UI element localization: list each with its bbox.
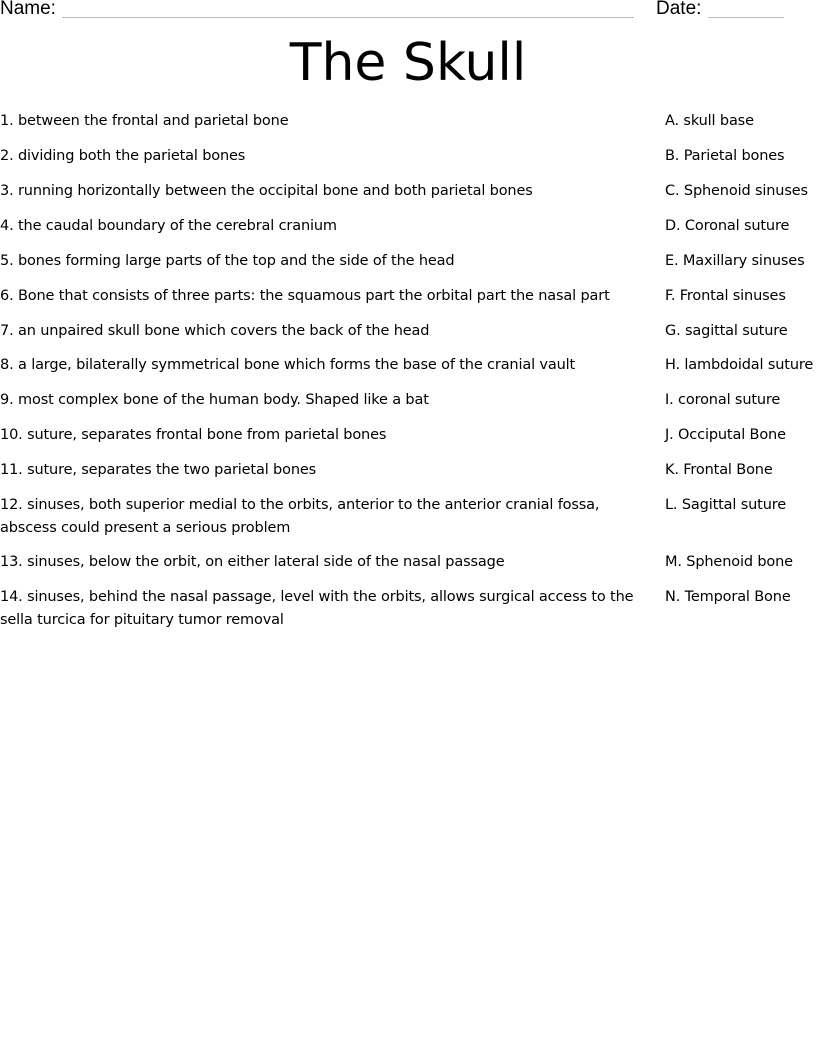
page-title: The Skull (289, 33, 527, 93)
answer-item: C. Sphenoid sinuses (665, 183, 808, 199)
answer-item: K. Frontal Bone (665, 462, 773, 478)
clue-item: 10. suture, separates frontal bone from parietal bones (0, 427, 387, 443)
clue-item: 1. between the frontal and parietal bone (0, 113, 289, 129)
answer-item: D. Coronal suture (665, 218, 790, 234)
answer-item: N. Temporal Bone (665, 589, 791, 605)
answer-item: B. Parietal bones (665, 148, 785, 164)
answer-item: I. coronal suture (665, 392, 781, 408)
clue-item: 9. most complex bone of the human body. Shaped like a bat (0, 392, 429, 408)
answer-item: E. Maxillary sinuses (665, 253, 805, 269)
date-blank-line (708, 17, 784, 18)
name-blank-line (62, 17, 634, 18)
answer-item: G. sagittal suture (665, 323, 788, 339)
date-label: Date: (656, 0, 702, 19)
answer-item: M. Sphenoid bone (665, 554, 793, 570)
clue-item: 4. the caudal boundary of the cerebral cranium (0, 218, 337, 234)
answer-item: L. Sagittal suture (665, 497, 786, 513)
clue-item: 6. Bone that consists of three parts: the squamous part the orbital part the nasal part (0, 288, 610, 304)
clue-item: 13. sinuses, below the orbit, on either lateral side of the nasal passage (0, 554, 505, 570)
clue-item: 3. running horizontally between the occipital bone and both parietal bones (0, 183, 533, 199)
answer-item: F. Frontal sinuses (665, 288, 786, 304)
answer-item: H. lambdoidal suture (665, 357, 814, 373)
name-label: Name: (0, 0, 56, 19)
clue-item: 12. sinuses, both superior medial to the orbits, anterior to the anterior cranial fossa, abscess could present a serious problem (0, 497, 600, 536)
answer-item: J. Occiputal Bone (665, 427, 786, 443)
clue-item: 14. sinuses, behind the nasal passage, level with the orbits, allows surgical access to the sella turcica for pituitary tumor removal (0, 589, 634, 628)
clue-item: 11. suture, separates the two parietal bones (0, 462, 317, 478)
clue-item: 8. a large, bilaterally symmetrical bone which forms the base of the cranial vault (0, 357, 576, 373)
clue-item: 2. dividing both the parietal bones (0, 148, 246, 164)
clue-item: 5. bones forming large parts of the top and the side of the head (0, 253, 455, 269)
clue-item: 7. an unpaired skull bone which covers the back of the head (0, 323, 430, 339)
answer-item: A. skull base (665, 113, 754, 129)
worksheet-header (0, 0, 816, 22)
